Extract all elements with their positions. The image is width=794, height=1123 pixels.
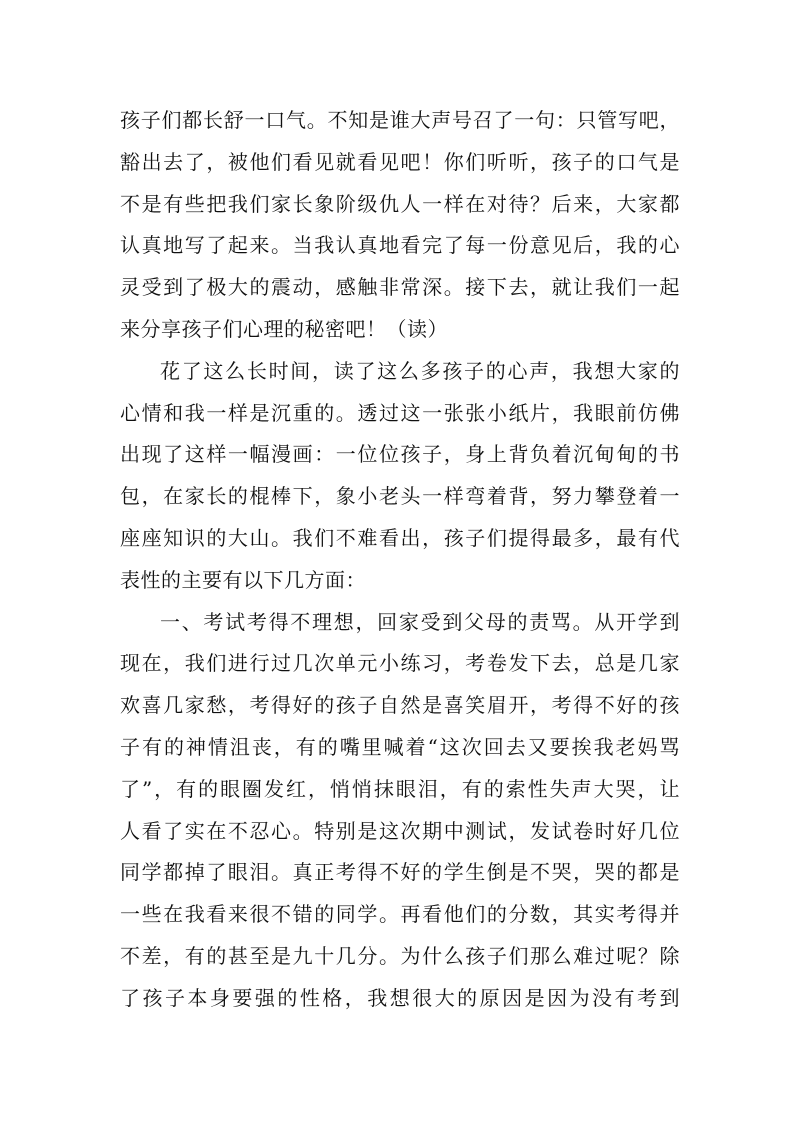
text-line: 灵受到了极大的震动，感触非常深。接下去，就让我们一起 [120,275,680,300]
text-line: 豁出去了，被他们看见就看见吧！你们听听，孩子的口气是 [120,149,680,174]
text-line: 心情和我一样是沉重的。透过这一张张小纸片，我眼前仿佛 [120,400,680,425]
paragraph-start-line: 一、考试考得不理想，回家受到父母的责骂。从开学到 [160,609,680,634]
body-text [120,100,680,1020]
text-line: 包，在家长的棍棒下，象小老头一样弯着背，努力攀登着一 [120,484,680,509]
text-line: 欢喜几家愁，考得好的孩子自然是喜笑眉开，考得不好的孩 [120,693,680,718]
text-line: 一些在我看来很不错的同学。再看他们的分数，其实考得并 [120,902,680,927]
text-line: 表性的主要有以下几方面： [120,567,366,592]
text-line: 不是有些把我们家长象阶级仇人一样在对待？后来，大家都 [120,191,680,216]
text-line: 认真地写了起来。当我认真地看完了每一份意见后，我的心 [120,233,680,258]
text-line: 来分享孩子们心理的秘密吧！（读） [120,316,448,341]
text-line: 座座知识的大山。我们不难看出，孩子们提得最多，最有代 [120,525,680,550]
text-line: 不差，有的甚至是九十几分。为什么孩子们那么难过呢？除 [120,943,680,968]
text-line: 子有的神情沮丧，有的嘴里喊着“这次回去又要挨我老妈骂 [120,734,680,759]
text-line: 出现了这样一幅漫画：一位位孩子，身上背负着沉甸甸的书 [120,442,680,467]
text-line: 人看了实在不忍心。特别是这次期中测试，发试卷时好几位 [120,818,680,843]
text-line: 了”，有的眼圈发红，悄悄抹眼泪，有的索性失声大哭，让 [120,776,680,801]
text-line: 同学都掉了眼泪。真正考得不好的学生倒是不哭，哭的都是 [120,860,680,885]
text-line: 现在，我们进行过几次单元小练习，考卷发下去，总是几家 [120,651,680,676]
paragraph-start-line: 花了这么长时间，读了这么多孩子的心声，我想大家的 [160,358,680,383]
text-line: 了孩子本身要强的性格，我想很大的原因是因为没有考到 [120,985,680,1010]
text-line: 孩子们都长舒一口气。不知是谁大声号召了一句：只管写吧， [120,108,680,132]
